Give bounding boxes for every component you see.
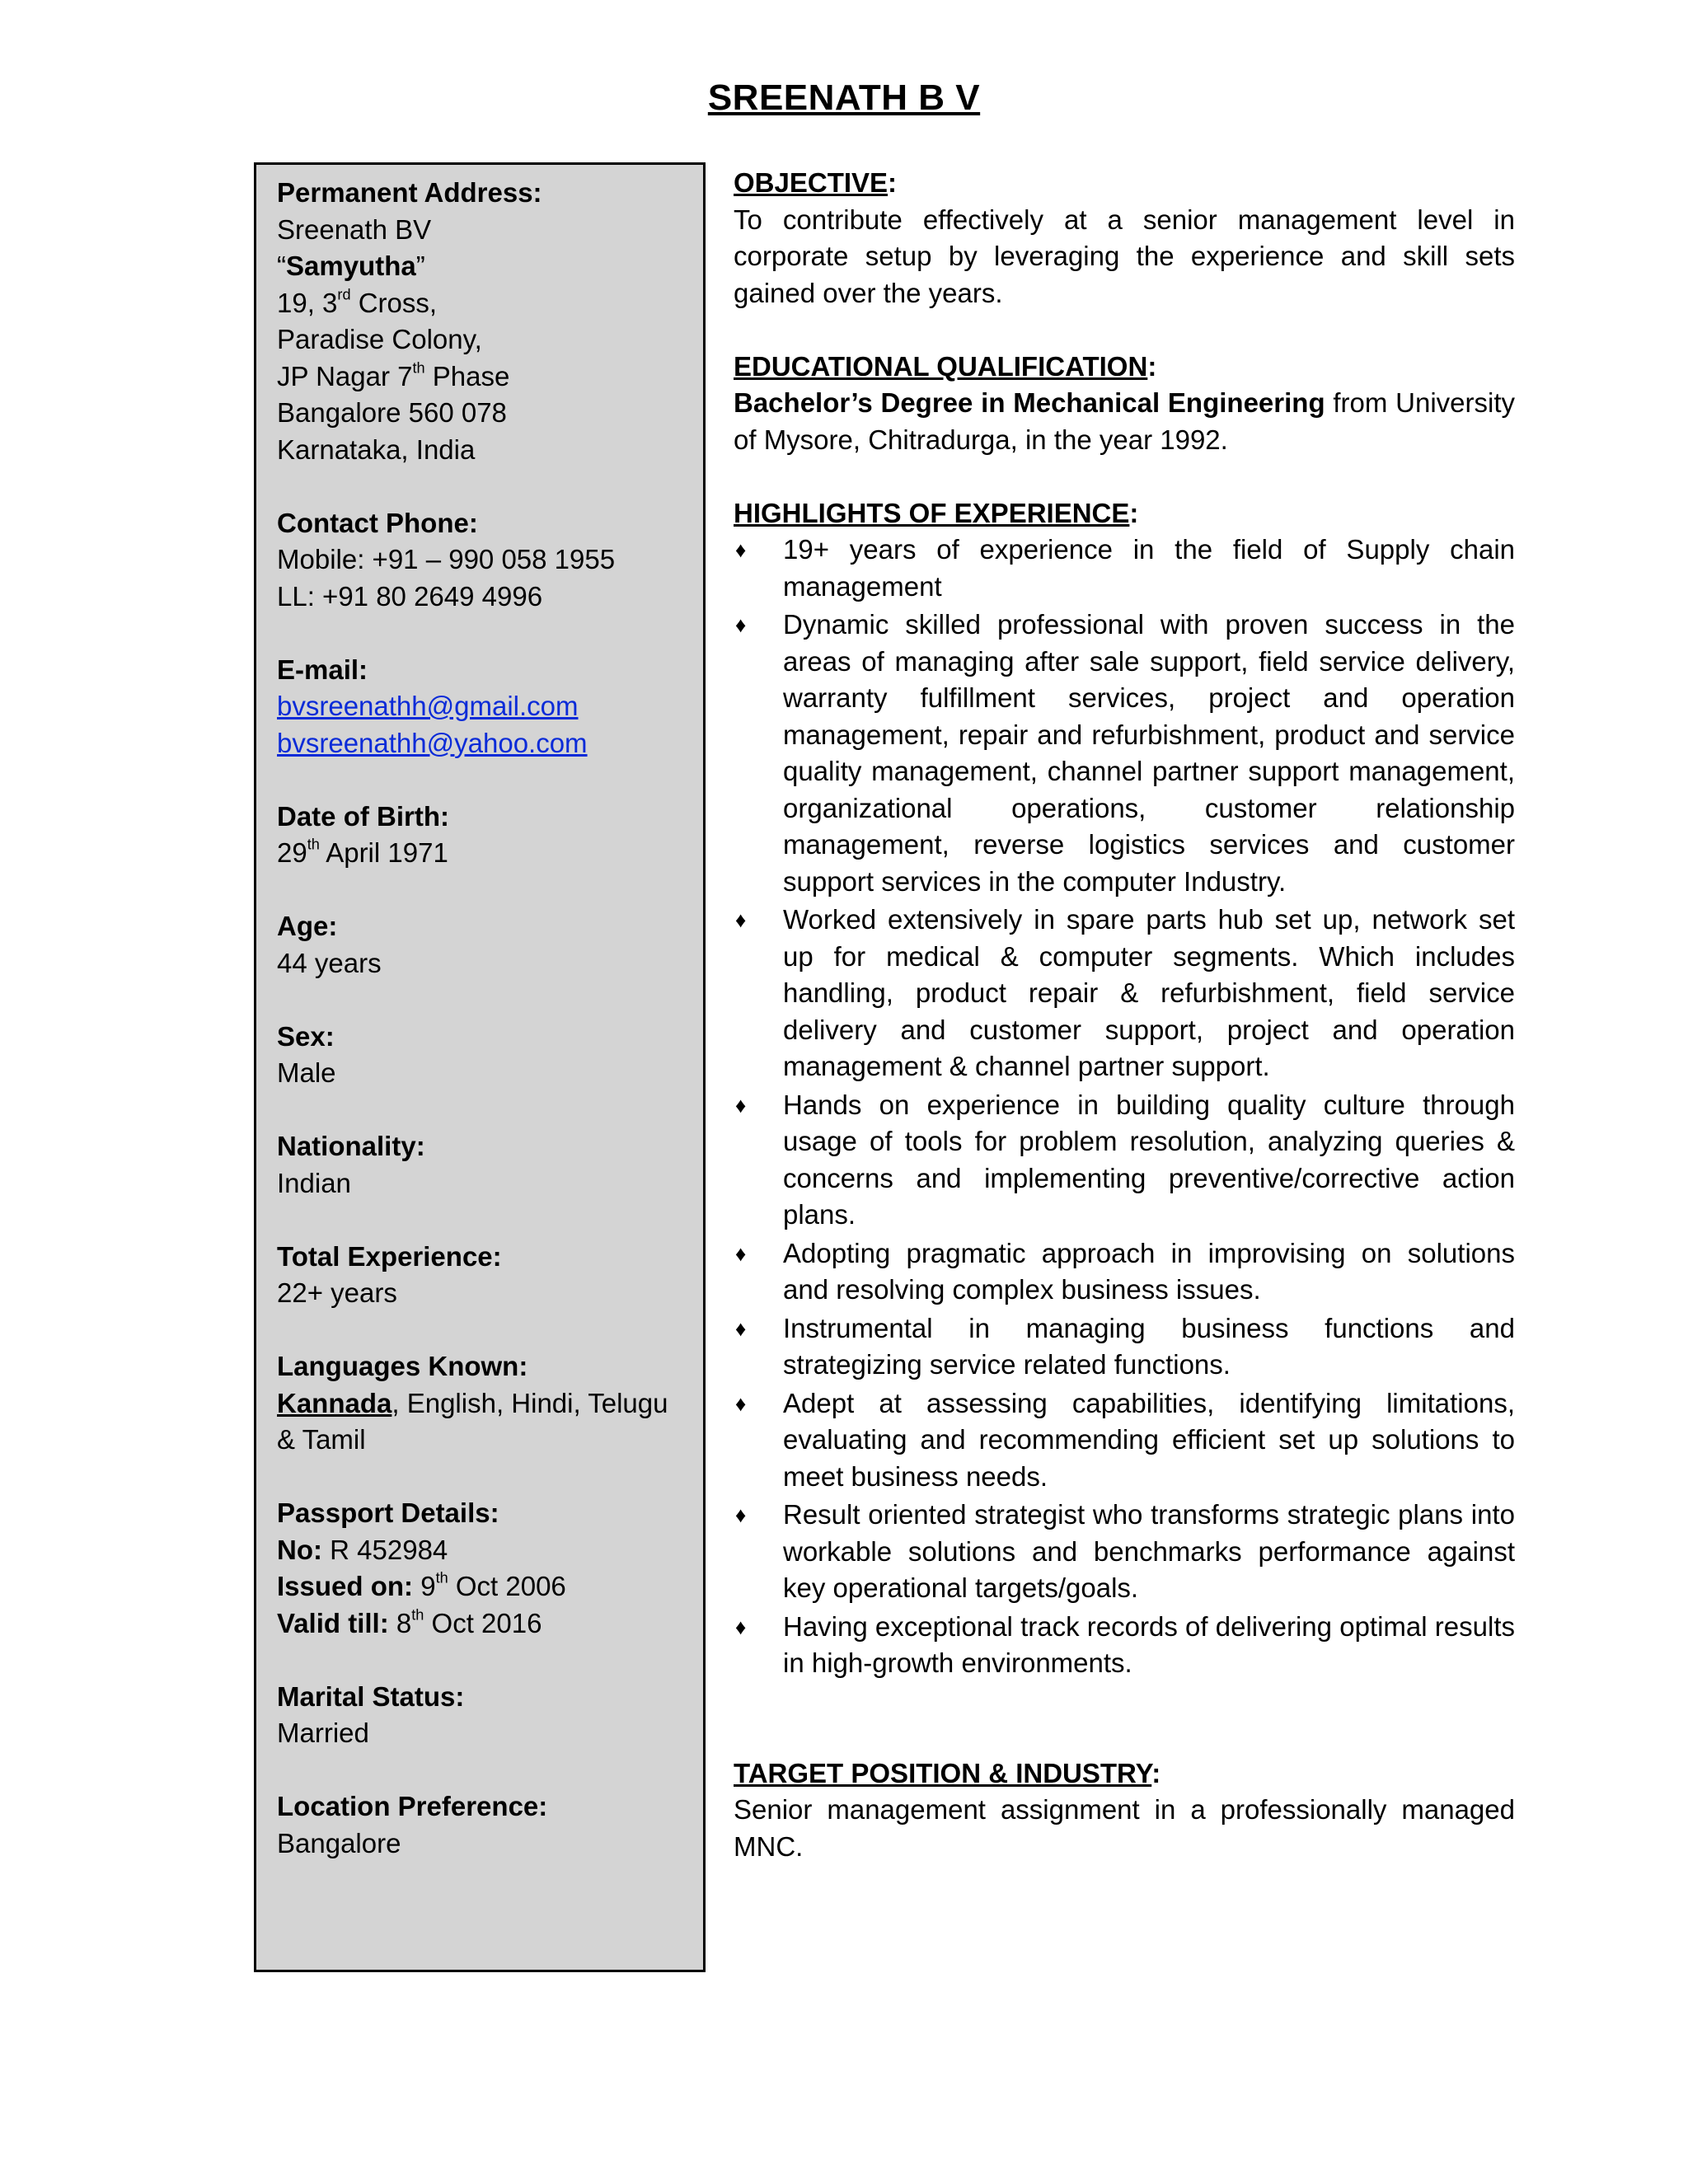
languages-value: Kannada, English, Hindi, Telugu & Tamil <box>277 1387 668 1455</box>
list-item: ♦ Hands on experience in building quality culture through usage of tools for problem resolution, analyzing queries & concerns and implementing preventive/corrective action plans. <box>734 1087 1515 1234</box>
highlights-heading: HIGHLIGHTS OF EXPERIENCE: <box>734 497 1139 528</box>
diamond-bullet-icon: ♦ <box>735 1240 747 1266</box>
address-house: “Samyutha” <box>277 251 425 281</box>
location-value: Bangalore <box>277 1827 401 1858</box>
experience-value: 22+ years <box>277 1277 397 1308</box>
address-name: Sreenath BV <box>277 213 432 245</box>
resume-title <box>0 77 1688 119</box>
address-phase: JP Nagar 7th Phase <box>277 359 510 391</box>
address-area: Paradise Colony, <box>277 324 482 354</box>
dob-value: 29th April 1971 <box>277 836 448 868</box>
nationality-block <box>277 1128 683 1202</box>
list-item: ♦ Dynamic skilled professional with proven success in the areas of managing after sale support, field service delivery, warranty fulfillment services, project and operation management, repair and refurbishment, product and service quality management, channel partner support management, organizational operations, customer relationship management, reverse logistics services and customer support services in the computer Industry. <box>734 607 1515 900</box>
marital-value: Married <box>277 1718 369 1748</box>
phone-block <box>277 505 683 616</box>
objective-section <box>734 165 1515 312</box>
age-block <box>277 908 683 982</box>
highlights-list <box>734 532 1515 1682</box>
objective-text: To contribute effectively at a senior management level in corporate setup by leveraging the experience and skill sets gained over the years. <box>734 204 1515 308</box>
personal-details-panel <box>254 162 706 1972</box>
nationality-label: Nationality: <box>277 1131 425 1161</box>
objective-heading: OBJECTIVE: <box>734 167 898 198</box>
email-label: E-mail: <box>277 654 368 685</box>
diamond-bullet-icon: ♦ <box>735 1315 747 1341</box>
target-heading: TARGET POSITION & INDUSTRY: <box>734 1757 1161 1788</box>
target-section <box>734 1755 1515 1866</box>
nationality-value: Indian <box>277 1167 351 1198</box>
list-item: ♦ Adopting pragmatic approach in improvising on solutions and resolving complex business issues. <box>734 1235 1515 1309</box>
target-text: Senior management assignment in a professionally managed MNC. <box>734 1794 1515 1862</box>
passport-issued: Issued on: 9th Oct 2006 <box>277 1569 566 1601</box>
diamond-bullet-icon: ♦ <box>735 1092 747 1118</box>
email-link-gmail[interactable]: bvsreenathh@gmail.com <box>277 691 579 721</box>
sex-value: Male <box>277 1057 336 1088</box>
highlights-section <box>734 495 1515 1682</box>
candidate-name: SREENATH B V <box>707 77 981 118</box>
address-state: Karnataka, India <box>277 434 476 465</box>
address-block <box>277 175 683 468</box>
education-section <box>734 349 1515 459</box>
experience-block <box>277 1239 683 1312</box>
email-block <box>277 652 683 762</box>
marital-label: Marital Status: <box>277 1680 465 1712</box>
email-link-yahoo[interactable]: bvsreenathh@yahoo.com <box>277 727 588 758</box>
diamond-bullet-icon: ♦ <box>735 612 747 637</box>
list-item: ♦ 19+ years of experience in the field of Supply chain management <box>734 532 1515 605</box>
mobile-number: Mobile: +91 – 990 058 1955 <box>277 544 616 574</box>
passport-number: No: R 452984 <box>277 1534 448 1565</box>
phone-label: Contact Phone: <box>277 507 478 538</box>
address-city: Bangalore 560 078 <box>277 397 507 428</box>
passport-block <box>277 1495 683 1642</box>
age-label: Age: <box>277 911 338 941</box>
list-item: ♦ Worked extensively in spare parts hub set up, network set up for medical & computer segments. Which includes handling, product repair & refurbishment, field service delivery and customer support, project and operation management & channel partner support. <box>734 902 1515 1085</box>
main-content <box>734 165 1515 1865</box>
address-street: 19, 3rd Cross, <box>277 286 438 318</box>
list-item: ♦ Result oriented strategist who transforms strategic plans into workable solutions and benchmarks performance against key operational targets/goals. <box>734 1497 1515 1607</box>
landline-number: LL: +91 80 2649 4996 <box>277 580 543 612</box>
marital-block <box>277 1679 683 1752</box>
age-value: 44 years <box>277 947 382 978</box>
list-item: ♦ Having exceptional track records of delivering optimal results in high-growth environments. <box>734 1609 1515 1682</box>
languages-block <box>277 1348 683 1459</box>
passport-valid: Valid till: 8th Oct 2016 <box>277 1606 542 1638</box>
education-heading: EDUCATIONAL QUALIFICATION: <box>734 350 1157 382</box>
dob-label: Date of Birth: <box>277 800 449 832</box>
location-block <box>277 1788 683 1862</box>
dob-block <box>277 799 683 872</box>
sex-block <box>277 1019 683 1092</box>
location-label: Location Preference: <box>277 1791 548 1821</box>
diamond-bullet-icon: ♦ <box>735 537 747 562</box>
sex-label: Sex: <box>277 1020 335 1052</box>
experience-label: Total Experience: <box>277 1240 502 1272</box>
list-item: ♦ Instrumental in managing business functions and strategizing service related functions. <box>734 1310 1515 1384</box>
education-text: Bachelor’s Degree in Mechanical Engineering from University of Mysore, Chitradurga, in the year 1992. <box>734 387 1515 455</box>
passport-label: Passport Details: <box>277 1497 499 1528</box>
languages-label: Languages Known: <box>277 1351 528 1381</box>
diamond-bullet-icon: ♦ <box>735 1614 747 1639</box>
list-item: ♦ Adept at assessing capabilities, identifying limitations, evaluating and recommending efficient set up solutions to meet business needs. <box>734 1385 1515 1496</box>
diamond-bullet-icon: ♦ <box>735 1390 747 1416</box>
diamond-bullet-icon: ♦ <box>735 907 747 932</box>
address-label: Permanent Address: <box>277 177 542 208</box>
diamond-bullet-icon: ♦ <box>735 1502 747 1527</box>
